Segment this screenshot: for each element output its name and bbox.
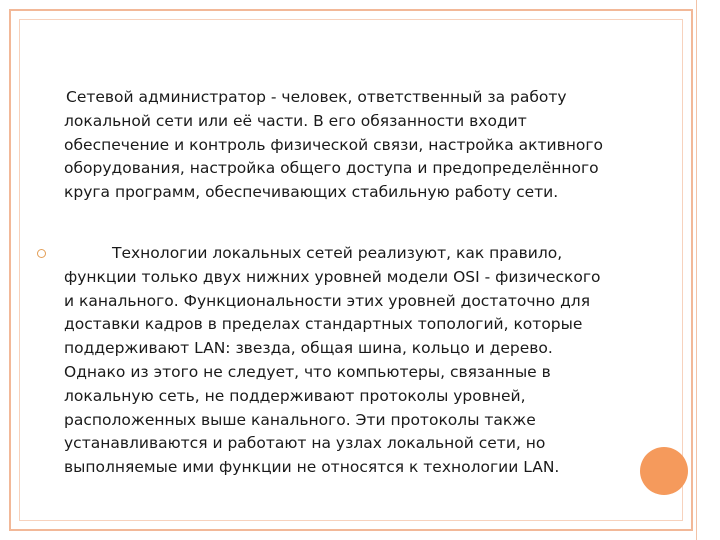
paragraph2-line-6: локальную сеть, не поддерживают протоколы уровней, [64,386,526,405]
paragraph1-line-3: оборудования, настройка общего доступа и предопределённого [64,159,599,178]
paragraph2-line-0 [64,242,634,266]
paragraph1-line-1: локальной сети или её части. В его обязанности входит [64,111,527,130]
paragraph2-line-2: и канального. Функциональности этих уровней достаточно для [64,291,591,310]
accent-circle-decoration [640,447,688,495]
paragraph2-line-8: устанавливаются и работают на узлах локальной сети, но [64,434,546,453]
paragraph2-line-9: выполняемые ими функции не относятся к технологии LAN. [64,458,560,477]
paragraph1-line-0 [64,86,634,110]
frame-right-line [696,0,697,540]
paragraph2-line-1: функции только двух нижних уровней модели OSI - физического [64,267,601,286]
paragraph-lan-technologies [64,242,634,480]
paragraph1-line-0-rest: - человек, ответственный за работу [265,88,567,106]
bullet-circle-icon [37,249,46,258]
paragraph2-line-0-text: Технологии локальных сетей реализуют, как правило, [112,244,563,262]
paragraph1-line-2: обеспечение и контроль физической связи, настройка активного [64,135,603,154]
term-network-admin: Сетевой администратор [66,88,266,106]
paragraph2-line-7: расположенных выше канального. Эти протоколы также [64,410,536,429]
paragraph2-line-4: поддерживают LAN: звезда, общая шина, кольцо и дерево. [64,339,553,358]
paragraph2-line-5: Однако из этого не следует, что компьютеры, связанные в [64,362,551,381]
paragraph1-line-4: круга программ, обеспечивающих стабильную работу сети. [64,183,559,202]
paragraph-network-admin [64,86,634,205]
paragraph2-line-3: доставки кадров в пределах стандартных топологий, которые [64,315,583,334]
